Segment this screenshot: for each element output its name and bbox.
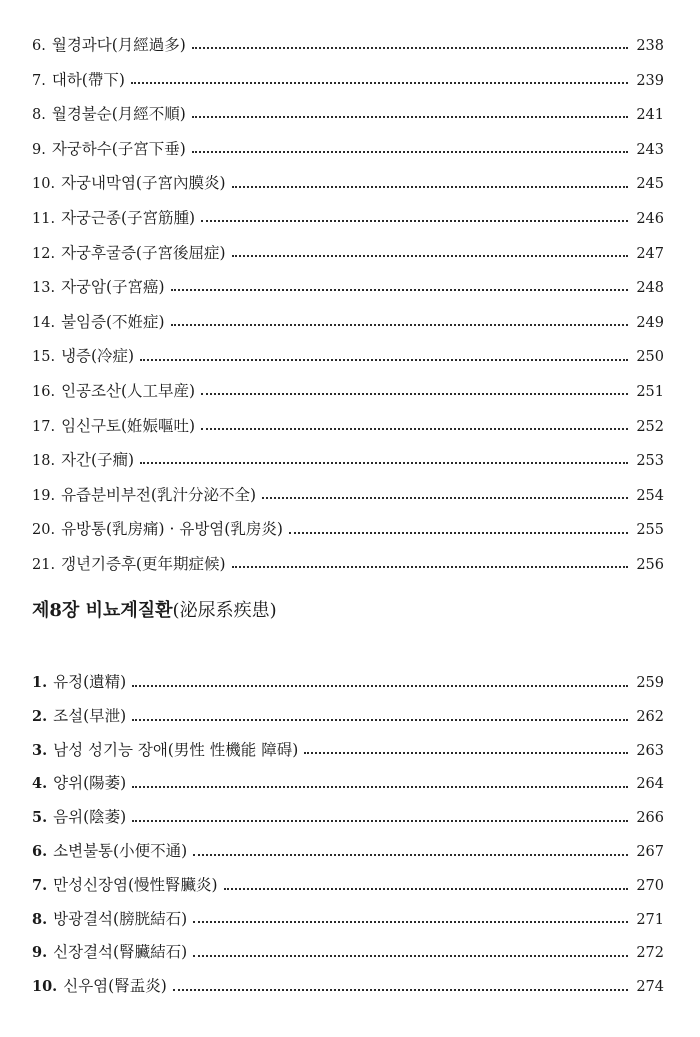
entry-number: 9. (32, 141, 46, 158)
entry-number: 19. (32, 487, 56, 504)
toc-entry[interactable] (32, 443, 664, 478)
dot-leader (192, 47, 628, 49)
toc-entry[interactable] (32, 767, 664, 801)
entry-page-number: 241 (636, 107, 664, 124)
entry-number: 13. (32, 280, 56, 297)
dot-leader (193, 955, 628, 957)
dot-leader (224, 888, 628, 890)
entry-page-number: 251 (636, 383, 664, 400)
dot-leader (171, 289, 628, 291)
entry-number: 5. (32, 809, 48, 827)
entry-title: 냉증(冷症) (61, 347, 135, 366)
entry-page-number: 245 (636, 176, 664, 193)
entry-page-number: 246 (636, 210, 664, 227)
entry-number: 16. (32, 383, 56, 400)
dot-leader (173, 989, 628, 991)
entry-title: 자궁근종(子宮筋腫) (61, 208, 196, 227)
entry-number: 15. (32, 349, 56, 366)
entry-number: 7. (32, 876, 48, 894)
toc-entry[interactable] (32, 903, 664, 937)
dot-leader (193, 921, 628, 923)
entry-title: 만성신장염(慢性腎臟炎) (53, 875, 218, 894)
entry-number: 14. (32, 314, 56, 331)
entry-title: 자궁하수(子宮下垂) (51, 139, 186, 158)
toc-entry[interactable] (32, 801, 664, 835)
dot-leader (289, 532, 628, 534)
entry-page-number: 263 (636, 742, 664, 759)
toc-entry[interactable] (32, 700, 664, 734)
dot-leader (192, 151, 628, 153)
dot-leader (201, 428, 628, 430)
entry-page-number: 249 (636, 314, 664, 331)
toc-entry[interactable] (32, 201, 664, 236)
entry-page-number: 262 (636, 708, 664, 725)
entry-title: 유방통(乳房痛) · 유방염(乳房炎) (61, 520, 283, 539)
entry-number: 11. (32, 210, 56, 227)
dot-leader (171, 324, 628, 326)
dot-leader (201, 220, 628, 222)
dot-leader (132, 820, 628, 822)
chapter-title: 비뇨계질환 (85, 600, 173, 621)
entry-title: 소변불통(小便不通) (53, 841, 188, 860)
entry-page-number: 239 (636, 72, 664, 89)
dot-leader (131, 82, 628, 84)
dot-leader (140, 462, 628, 464)
entry-number: 4. (32, 775, 48, 793)
entry-number: 7. (32, 72, 46, 89)
entry-title: 임신구토(姙娠嘔吐) (61, 416, 196, 435)
entry-title: 신장결석(腎臟結石) (53, 943, 188, 962)
entry-page-number: 252 (636, 418, 664, 435)
entry-page-number: 274 (636, 979, 664, 996)
entry-number: 9. (32, 944, 48, 962)
dot-leader (140, 359, 628, 361)
entry-number: 8. (32, 107, 46, 124)
entry-title: 대하(帶下) (51, 70, 125, 89)
dot-leader (262, 497, 628, 499)
toc-entry[interactable] (32, 512, 664, 547)
toc-entry[interactable] (32, 374, 664, 409)
entry-title: 방광결석(膀胱結石) (53, 909, 188, 928)
toc-list-previous-chapter (32, 28, 664, 582)
entry-title: 자궁암(子宮癌) (61, 278, 165, 297)
toc-entry[interactable] (32, 478, 664, 513)
entry-number: 2. (32, 707, 48, 725)
entry-title: 불임증(不姙症) (61, 312, 165, 331)
chapter-heading (32, 596, 277, 622)
entry-page-number: 271 (636, 911, 664, 928)
entry-title: 자궁내막염(子宮內膜炎) (61, 174, 226, 193)
chapter-title-hanja: (泌尿系疾患) (172, 600, 277, 621)
toc-entry[interactable] (32, 666, 664, 700)
entry-page-number: 238 (636, 38, 664, 54)
entry-number: 10. (32, 176, 56, 193)
entry-title: 갱년기증후(更年期症候) (61, 554, 226, 573)
entry-number: 18. (32, 453, 56, 470)
chapter-label: 제8장 (32, 600, 80, 621)
entry-number: 3. (32, 741, 48, 759)
toc-entry[interactable] (32, 270, 664, 305)
dot-leader (193, 854, 628, 856)
entry-page-number: 247 (636, 245, 664, 262)
toc-entry[interactable] (32, 166, 664, 201)
entry-number: 21. (32, 556, 56, 573)
toc-entry[interactable] (32, 28, 664, 63)
dot-leader (201, 393, 628, 395)
entry-page-number: 253 (636, 453, 664, 470)
entry-title: 유정(遺精) (53, 673, 127, 691)
toc-list-chapter-8 (32, 666, 664, 1004)
dot-leader (232, 566, 628, 568)
toc-entry[interactable] (32, 339, 664, 374)
toc-entry[interactable] (32, 305, 664, 340)
entry-title: 조설(早泄) (53, 706, 127, 725)
dot-leader (132, 719, 628, 721)
entry-title: 월경불순(月經不順) (51, 105, 186, 124)
dot-leader (132, 786, 628, 788)
entry-title: 자간(子癎) (61, 451, 135, 470)
toc-entry[interactable] (32, 835, 664, 869)
entry-page-number: 248 (636, 280, 664, 297)
entry-page-number: 243 (636, 141, 664, 158)
entry-page-number: 264 (636, 776, 664, 793)
entry-page-number: 259 (636, 675, 664, 691)
entry-title: 신우염(腎盂炎) (63, 977, 167, 996)
entry-number: 17. (32, 418, 56, 435)
toc-entry[interactable] (32, 132, 664, 167)
entry-title: 남성 성기능 장애(男性 性機能 障碍) (53, 740, 299, 759)
entry-page-number: 255 (636, 522, 664, 539)
entry-number: 1. (32, 674, 48, 691)
entry-number: 6. (32, 842, 48, 860)
toc-entry[interactable] (32, 547, 664, 582)
toc-entry[interactable] (32, 236, 664, 271)
dot-leader (192, 116, 628, 118)
entry-page-number: 267 (636, 843, 664, 860)
entry-title: 월경과다(月經過多) (51, 36, 186, 54)
dot-leader (304, 752, 628, 754)
toc-entry[interactable] (32, 970, 664, 1004)
toc-entry[interactable] (32, 734, 664, 768)
entry-title: 인공조산(人工早産) (61, 381, 196, 400)
dot-leader (232, 255, 628, 257)
entry-page-number: 256 (636, 556, 664, 573)
entry-page-number: 266 (636, 810, 664, 827)
entry-number: 12. (32, 245, 56, 262)
dot-leader (132, 685, 628, 687)
entry-page-number: 254 (636, 487, 664, 504)
toc-entry[interactable] (32, 409, 664, 444)
entry-title: 음위(陰萎) (53, 808, 127, 827)
toc-entry[interactable] (32, 936, 664, 970)
entry-number: 6. (32, 38, 46, 54)
entry-number: 10. (32, 978, 58, 996)
entry-title: 양위(陽萎) (53, 774, 127, 793)
dot-leader (232, 186, 628, 188)
entry-number: 20. (32, 522, 56, 539)
entry-number: 8. (32, 910, 48, 928)
entry-title: 유즙분비부전(乳汁分泌不全) (61, 485, 256, 504)
entry-page-number: 250 (636, 349, 664, 366)
toc-entry[interactable] (32, 97, 664, 132)
entry-title: 자궁후굴증(子宮後屈症) (61, 243, 226, 262)
toc-entry[interactable] (32, 63, 664, 98)
entry-page-number: 270 (636, 877, 664, 894)
entry-page-number: 272 (636, 945, 664, 962)
toc-entry[interactable] (32, 869, 664, 903)
